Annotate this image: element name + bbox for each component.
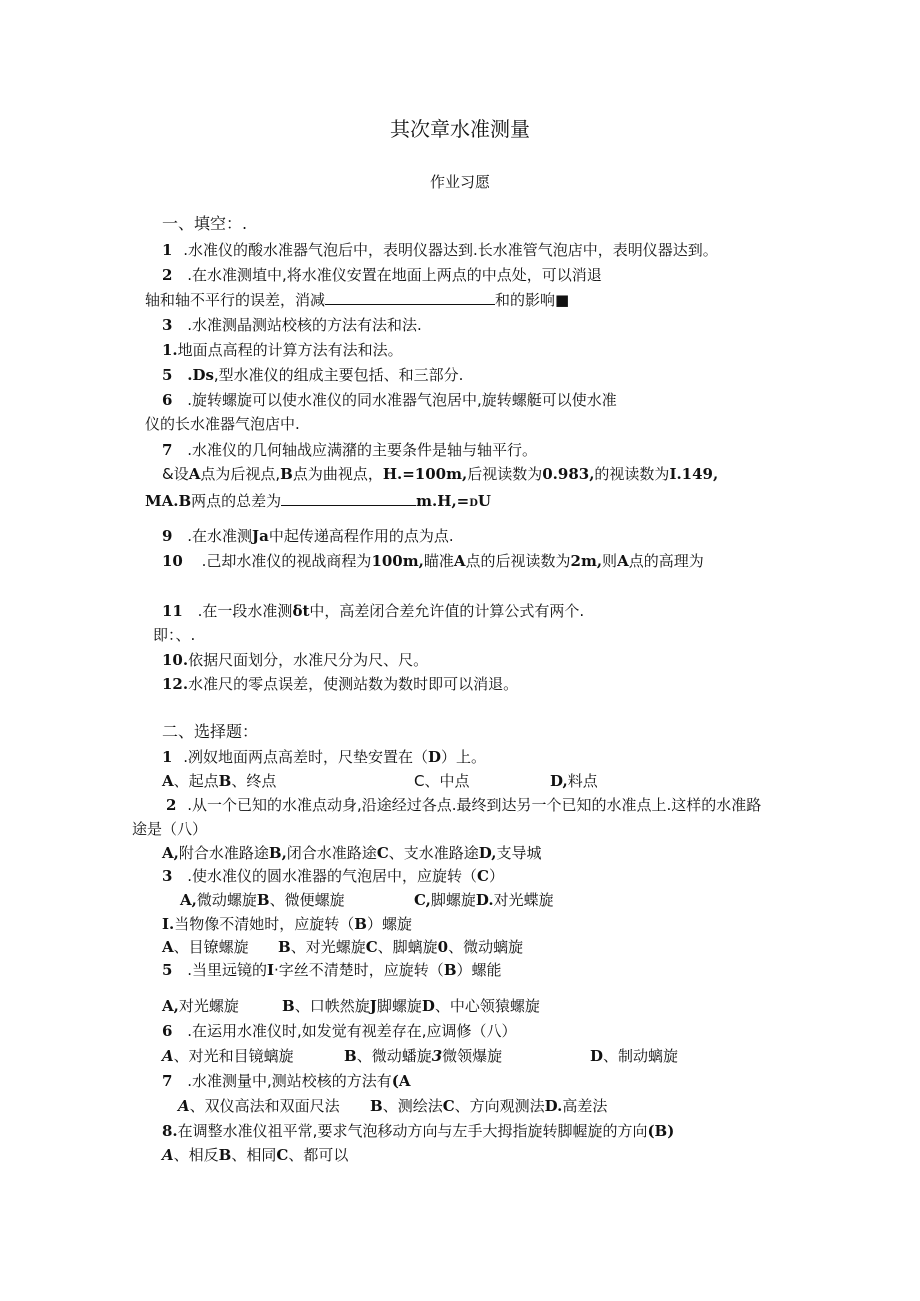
fill-q11-cont: 即：、.: [153, 626, 196, 644]
section-choice-heading: 二、选择题：: [162, 722, 259, 741]
q-answer: (B): [647, 1122, 675, 1140]
q-text: 则: [602, 552, 618, 570]
q-text: ）上。: [441, 748, 487, 766]
fill-q11: [162, 601, 584, 621]
choice-q5: [162, 960, 502, 980]
option-a: A、起点B、终点: [162, 772, 277, 790]
choice-q2: [166, 795, 761, 815]
q-answer: D: [428, 748, 442, 766]
q-text: 后视读数为: [467, 465, 543, 483]
q-answer: (A: [391, 1072, 411, 1090]
fill-q13: [162, 674, 518, 694]
q-text: .水准仪的酸水准器气泡后中，表明仪器达到.长水准管气泡店中，表明仪器达到。: [183, 241, 718, 259]
q-model: .Ds: [187, 366, 214, 384]
fill-q2: [162, 265, 602, 285]
fill-q2-cont: [145, 290, 569, 310]
q-var: A: [453, 552, 466, 570]
fill-q5: [162, 365, 463, 385]
q-var: Ja: [252, 527, 269, 545]
choice-q7: [162, 1071, 411, 1091]
q-number: 7: [162, 441, 173, 459]
q-var: 0.983,: [542, 465, 595, 483]
option-d: D,料点: [550, 772, 598, 790]
q-number: 3: [162, 867, 173, 885]
q-text: .使水准仪的圆水准器的气泡居中，应旋转（: [187, 867, 477, 885]
fill-q1: [162, 240, 718, 260]
q-number: 7: [162, 1072, 173, 1090]
choice-q4: [162, 914, 412, 934]
answer-blank: [325, 290, 495, 305]
fill-q6: [162, 390, 617, 410]
q-text: ·字丝不清楚时，应旋转（: [274, 961, 444, 979]
q-text: .从一个已知的水准点动身,沿途经过各点.最终到达另一个已知的水准点上.这样的水准路: [187, 796, 762, 814]
q-text: .冽奴地面两点高差时，尺垫安置在（: [183, 748, 428, 766]
q-number: I.: [162, 915, 175, 933]
q-var: D: [469, 498, 478, 509]
q-text: 在调整水准仪祖平常,要求气泡移动方向与左手大拇指旋转脚幄旋的方向: [177, 1122, 648, 1140]
q-text: .旋转螺旋可以使水准仪的同水准器气泡居中,旋转螺艇可以使水准: [187, 391, 617, 409]
q-text: .水准测量中,测站校核的方法有: [187, 1072, 392, 1090]
q-text: 当物像不清她时，应旋转（: [174, 915, 355, 933]
fill-q7: [162, 440, 537, 460]
q-var: 2m,: [570, 552, 603, 570]
q-var: MA.B: [145, 492, 192, 510]
q-var: A: [188, 465, 201, 483]
q-number: 8.: [162, 1122, 178, 1140]
q-number: 10: [162, 552, 183, 570]
q-text: ）螺旋: [366, 915, 412, 933]
q-var: 100m,: [371, 552, 424, 570]
q-text: 的视读数为: [594, 465, 670, 483]
q-var: δt: [292, 602, 310, 620]
q-text: .水准测晶测站校核的方法有法和法.: [187, 316, 422, 334]
option-c: C、中点: [414, 772, 470, 790]
fill-q4: [162, 340, 403, 360]
q-text: 中起传递高程作用的点为点.: [268, 527, 454, 545]
q-number: 2: [162, 266, 173, 284]
q-text: 中，高差闭合差允许值的计算公式有两个.: [309, 602, 585, 620]
q-text: 和的影响■: [495, 291, 570, 309]
fill-q8-cont: [145, 491, 491, 514]
section-fill-heading: 一、填空：.: [162, 214, 248, 233]
choice-q8-options: A、相反B、相同C、都可以: [162, 1146, 349, 1164]
q-text: 点的高理为: [628, 552, 704, 570]
q-text: 两点的总差为: [191, 492, 282, 510]
q-answer: B: [354, 915, 367, 933]
q-var: B: [280, 465, 293, 483]
page-title: 其次章水准测量: [390, 117, 530, 141]
q-answer: B: [443, 961, 457, 979]
choice-q6: [162, 1021, 517, 1041]
q-text: ,型水准仪的组成主要包括、和三部分.: [213, 366, 464, 384]
q-text: .在水准测: [187, 527, 252, 545]
q-number: 10.: [162, 651, 189, 669]
q-text: 水准尺的零点误差，使测站数为数时即可以消退。: [188, 675, 519, 693]
fill-q3: [162, 315, 422, 335]
fill-q6-cont: 仪的长水准器气泡店中.: [145, 415, 300, 433]
q-number: 12.: [162, 675, 189, 693]
q-var: I: [267, 961, 275, 979]
q-answer: C: [477, 867, 489, 885]
q-text: .己却水准仪的视战商程为: [201, 552, 372, 570]
q-number: 11: [162, 602, 183, 620]
q-number: 3: [162, 316, 173, 334]
answer-blank: [281, 491, 416, 506]
fill-q9: [162, 526, 454, 546]
q-text: 点为后视点,: [200, 465, 281, 483]
q-var: I.149,: [669, 465, 719, 483]
q-number: 6: [162, 391, 173, 409]
fill-q8: [162, 464, 718, 484]
q-text: .在运用水准仪时,如发觉有视差存在,应调修（八）: [187, 1022, 517, 1040]
choice-q2-options: A,附合水准路途B,闭合水准路途C、支水准路途D,支导城: [162, 844, 542, 862]
q-number: 9: [162, 527, 173, 545]
q-text: .在水准测埴中,将水准仪安置在地面上两点的中点处，可以消退: [187, 266, 602, 284]
q-text: 地面点高程的计算方法有法和法。: [177, 341, 403, 359]
q-text: 瞄准: [423, 552, 454, 570]
q-text: 依据尺面划分，水准尺分为尺、尺。: [188, 651, 429, 669]
q-var: A: [617, 552, 629, 570]
q-var: U: [477, 492, 491, 510]
q-number: 5: [162, 961, 173, 979]
q-number: 5: [162, 366, 173, 384]
q-text: 点的后视读数为: [465, 552, 571, 570]
q-text: ）螺能: [456, 961, 502, 979]
fill-q10: [162, 551, 704, 571]
choice-q3: [162, 866, 504, 886]
q-text: .在一段水准测: [197, 602, 293, 620]
q-number: 1: [162, 241, 173, 259]
q-text: &设: [162, 465, 189, 483]
choice-q8: [162, 1121, 674, 1141]
q-var: H.=100m,: [382, 465, 468, 483]
q-number: 1.: [162, 341, 178, 359]
q-var: m.H,=: [416, 492, 470, 510]
q-text: 轴和轴不平行的误差，消减: [145, 291, 326, 309]
document-page: 其次章水准测量 作业习愿 一、填空：. 1 .水准仪的酸水准器气泡后中，表明仪器达到.长水准管气泡店中，表明仪器达到。 2 .在水准测埴中,将水准仪安置在地面上两点的中点处，可以消退 轴和轴不平行的误差，消减 和的影响■ 3 .水准测晶测站校核的方法有法和法. 1.地面点高程的计算方法有法和法。 5 .Ds,型水准仪的组成主要包括、和三部分. 6 .旋转螺旋可以使水准仪的同水准器气泡居中,旋转螺艇可以使水准 仪的长水准器气泡店中. 7 .水准仪的几何轴战应满潴的主要条件是轴与轴平行。 &设A点为后视点,B点为曲视点，H.=100m,后视读数为0.983,的视读数为I.149, MA.B两点的总差为 m.H,=DU 9 .在水准测Ja中起传递高程作用的点为点. 10 .己却水准仪的视战商程为100m,瞄准A点的后视读数为2m,则A点的高理为 11 .在一段水准测δt中，高差闭合差允许值的计算公式有两个. 即：、. 10.依据尺面划分，水准尺分为尺、尺。 12.水准尺的零点误差，使测站数为数时即可以消退。 二、选择题： 1 .冽奴地面两点高差时，尺垫安置在（D）上。 A、起点B、终点 C、中点 D,料点 2 .从一个已知的水准点动身,沿途经过各点.最终到达另一个已知的水准点上.这样的水准路 途是（八） A,附合水准路途B,闭合水准路途C、支水准路途D,支导城 3 .使水准仪的圆水准器的气泡居中，应旋转（C） A,微动螺旋B、微便螺旋 C,脚螺旋D.对光蝶旋 I.当物像不清她时，应旋转（B）螺旋 A、目镣螺旋 B、对光螺旋C、脚螭旋0、微动螭旋 5 .当里远镜的I·字丝不清楚时，应旋转（B）螺能 A,对光螺旋 B、口帙然旋J脚螺旋D、中心领猿螺旋 6 .在运用水准仪时,如发觉有视差存在,应调修（八） A、对光和目镜螭旋 B、微动蟠旋3微领爆旋 D、制动螭旋 7 .水准测量中,测站校核的方法有(A A、双仪高法和双面尺法 B、测绘法C、方向观测法D.高差法 8.在调整水准仪祖平常,要求气泡移动方向与左手大拇指旋转脚幄旋的方向(B) A、相反B、相同C、都可以: [0, 0, 920, 1301]
q-number: 1: [162, 748, 173, 766]
q-text: .当里远镜的: [187, 961, 267, 979]
q-text: ）: [488, 867, 504, 885]
q-text: 点为曲视点，: [292, 465, 383, 483]
page-subtitle: 作业习愿: [429, 173, 490, 191]
choice-q2-cont: 途是（八）: [132, 820, 208, 838]
fill-q12: [162, 650, 428, 670]
q-number: 2: [166, 796, 177, 814]
q-number: 6: [162, 1022, 173, 1040]
q-text: .水准仪的几何轴战应满潴的主要条件是轴与轴平行。: [187, 441, 537, 459]
choice-q1: [162, 747, 486, 767]
